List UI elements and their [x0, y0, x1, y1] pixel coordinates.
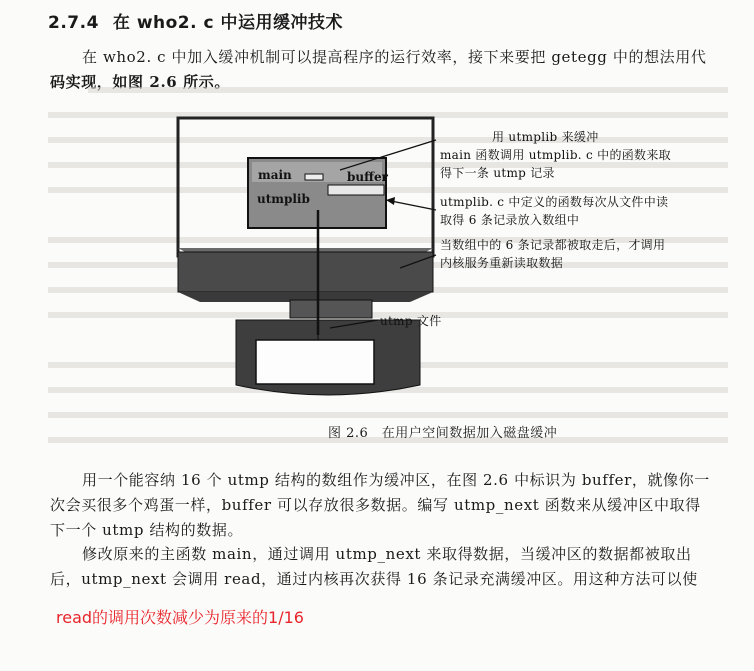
- annotation-line: utmplib. c 中定义的函数每次从文件中读: [440, 195, 669, 209]
- annotation-refill: [440, 236, 730, 272]
- buffer-label: buffer: [347, 170, 388, 184]
- paragraph-main-line2: 后，utmp_next 会调用 read，通过内核再次获得 16 条记录充满缓冲区。用这种方法可以使: [50, 570, 698, 588]
- section-title: 在 who2. c 中运用缓冲技术: [112, 13, 344, 33]
- section-number: 2.7.4: [48, 13, 99, 33]
- annotation-line: 用 utmplib 来缓冲: [492, 130, 599, 144]
- kernel-slab: [178, 252, 433, 292]
- annotation-utmplib-buffer: [440, 128, 720, 182]
- annotation-arrow-1: [340, 140, 436, 170]
- annotation-line: 取得 6 条记录放入数组中: [440, 213, 580, 227]
- paragraph-buffer-line2: 次会买很多个鸡蛋一样，buffer 可以存放很多数据。编写 utmp_next 函数来从缓冲区中取得: [50, 496, 701, 514]
- annotation-read-six: [440, 193, 730, 229]
- annotation-line: 当数组中的 6 条记录都被取走后，才调用: [440, 238, 666, 252]
- buffer-slot: [305, 174, 323, 180]
- paragraph-main-line1: 修改原来的主函数 main，通过调用 utmp_next 来取得数据，当缓冲区的数据都被取出: [82, 545, 692, 563]
- disk-top: [290, 300, 372, 318]
- utmp-file-label: utmp 文件: [380, 314, 442, 328]
- paragraph-buffer-line1: 用一个能容纳 16 个 utmp 结构的数组作为缓冲区，在图 2.6 中标识为 buffer，就像你一: [82, 471, 710, 489]
- utmplib-label: utmplib: [257, 192, 310, 206]
- main-label: main: [258, 168, 292, 182]
- annotation-line: main 函数调用 utmplib. c 中的函数来取: [440, 148, 671, 162]
- paragraph-intro-line1: 在 who2. c 中加入缓冲机制可以提高程序的运行效率，接下来要把 getegg 中的想法用代: [82, 48, 707, 66]
- figure-caption: 图 2.6 在用户空间数据加入磁盘缓冲: [328, 426, 558, 441]
- paragraph-buffer-line3: 下一个 utmp 结构的数据。: [50, 521, 244, 539]
- annotation-line: 内核服务重新读取数据: [440, 256, 564, 270]
- annotation-line: 得下一条 utmp 记录: [440, 166, 555, 180]
- utmp-file-rect: [256, 340, 374, 384]
- paragraph-intro-line2: 码实现，如图 2.6 所示。: [50, 73, 230, 91]
- handwritten-note: read的调用次数减少为原来的1/16: [56, 608, 304, 627]
- paragraph-buffer: [50, 468, 735, 543]
- buffer-array: [328, 185, 384, 195]
- paragraph-main: [50, 542, 735, 592]
